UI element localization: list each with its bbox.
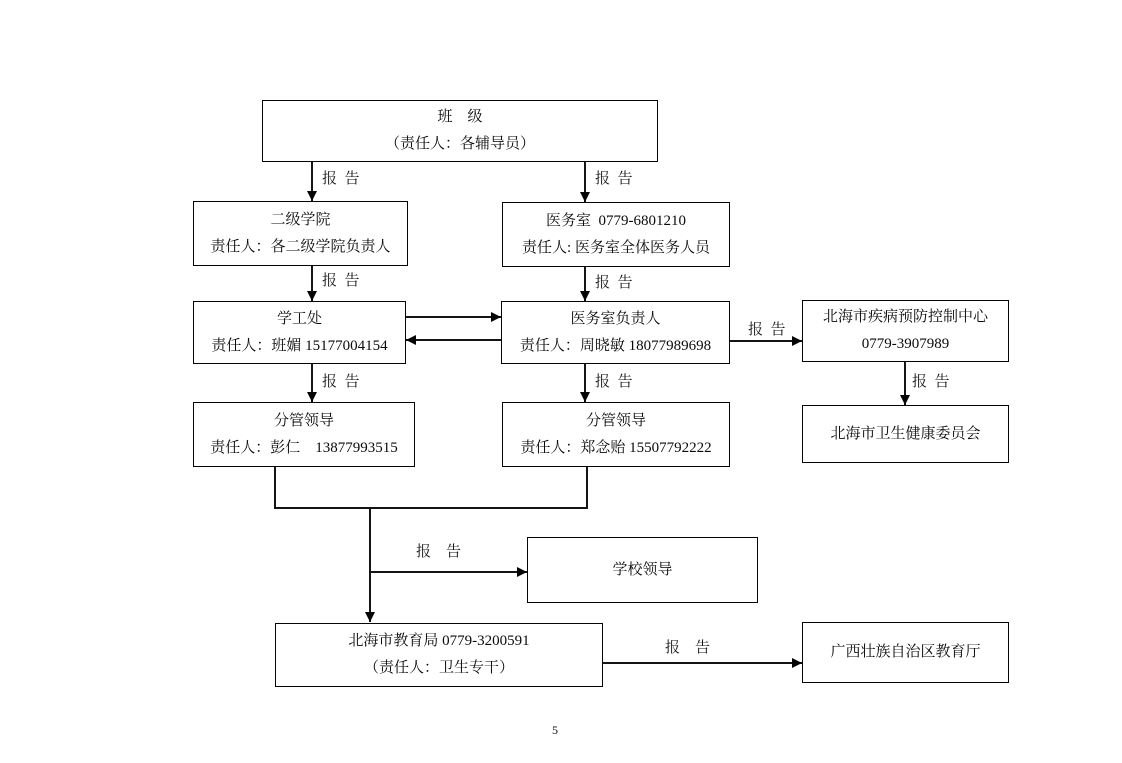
report-label: 报 告: [595, 275, 633, 291]
branch-leader-mid-box-text: 责任人：郑念贻 15507792222: [520, 439, 712, 456]
gx-education-dept-box: [802, 622, 1009, 683]
class-level-box-text: 班 级: [437, 109, 483, 125]
health-commission-box: [802, 405, 1009, 463]
gx-education-dept-box-text: 广西壮族自治区教育厅: [830, 644, 981, 660]
clinic-to-clinic-head-arrow-head: [580, 291, 590, 301]
student-affairs-box-text: 学工处: [276, 310, 322, 327]
junction-to-bureau-arrow: [369, 508, 371, 622]
leaders-join-line: [275, 507, 588, 509]
report-label: 报 告: [595, 374, 633, 390]
education-bureau-box: [275, 623, 603, 687]
school-leaders-box: [527, 537, 758, 603]
branch-leader-left-box-text: 责任人：彭仁 13877993515: [210, 439, 398, 456]
report-label: 报 告: [322, 171, 360, 187]
education-bureau-box-text: （责任人：卫生专干）: [363, 660, 514, 676]
student-affairs-to-clinic-head-arrow-head: [491, 312, 501, 322]
class-level-box-text: （责任人：各辅导员）: [384, 136, 535, 152]
branch-leader-mid-box-text: 分管领导: [585, 412, 646, 429]
secondary-college-box-text: 责任人：各二级学院负责人: [210, 238, 391, 255]
report-label: 报 告: [595, 171, 633, 187]
page-number: 5: [552, 723, 558, 737]
cdc-box-text: 0779-3907989: [861, 336, 950, 352]
clinic-head-to-leader-arrow-head: [580, 392, 590, 402]
branch-leader-left-box: [193, 402, 415, 467]
report-label: 报 告: [322, 273, 360, 289]
cdc-to-health-commission-arrow-head: [900, 395, 910, 405]
student-affairs-box-text: 责任人：班媚 15177004154: [211, 337, 388, 354]
clinic-box-text: 医务室 0779-6801210: [546, 212, 686, 229]
secondary-college-box: [193, 201, 408, 266]
school-leaders-box-text: 学校领导: [612, 561, 673, 578]
report-label: 报 告: [322, 374, 360, 390]
report-label: 报 告: [748, 322, 786, 338]
cdc-box: [802, 300, 1009, 362]
clinic-head-box-text: 医务室负责人: [570, 310, 661, 327]
college-to-student-affairs-arrow-head: [307, 291, 317, 301]
junction-to-bureau-arrow-head: [365, 612, 375, 622]
leader-mid-drop-line: [586, 467, 588, 509]
report-label: 报 告: [912, 374, 950, 390]
class-level-box: [262, 100, 658, 162]
clinic-head-box-text: 责任人：周晓敏 18077989698: [519, 337, 712, 354]
bureau-to-gx-dept-arrow-head: [792, 658, 802, 668]
education-bureau-box-text: 北海市教育局 0779-3200591: [348, 633, 530, 649]
student-affairs-to-clinic-head-arrow: [406, 316, 501, 318]
report-label: 报 告: [665, 640, 711, 656]
cdc-box-text: 北海市疾病预防控制中心: [822, 309, 988, 325]
clinic-head-to-cdc-arrow-head: [792, 336, 802, 346]
secondary-college-box-text: 二级学院: [270, 211, 331, 228]
report-label: 报 告: [416, 544, 462, 560]
clinic-head-box: [501, 301, 730, 364]
health-commission-box-text: 北海市卫生健康委员会: [830, 425, 981, 442]
clinic-head-to-student-affairs-arrow-head: [406, 335, 416, 345]
branch-leader-mid-box: [502, 402, 730, 467]
class-to-college-arrow-head: [307, 191, 317, 201]
clinic-box-text: 责任人: 医务室全体医务人员: [522, 239, 710, 256]
bureau-to-gx-dept-arrow: [603, 662, 802, 664]
leader-left-drop-line: [274, 467, 276, 509]
student-affairs-box: [193, 301, 406, 364]
junction-to-school-leaders-arrow: [370, 571, 527, 573]
junction-to-school-leaders-arrow-head: [517, 567, 527, 577]
branch-leader-left-box-text: 分管领导: [273, 412, 334, 429]
student-affairs-to-leader-arrow-head: [307, 392, 317, 402]
class-to-clinic-arrow-head: [580, 192, 590, 202]
clinic-box: [502, 202, 730, 267]
clinic-head-to-student-affairs-arrow: [406, 339, 501, 341]
